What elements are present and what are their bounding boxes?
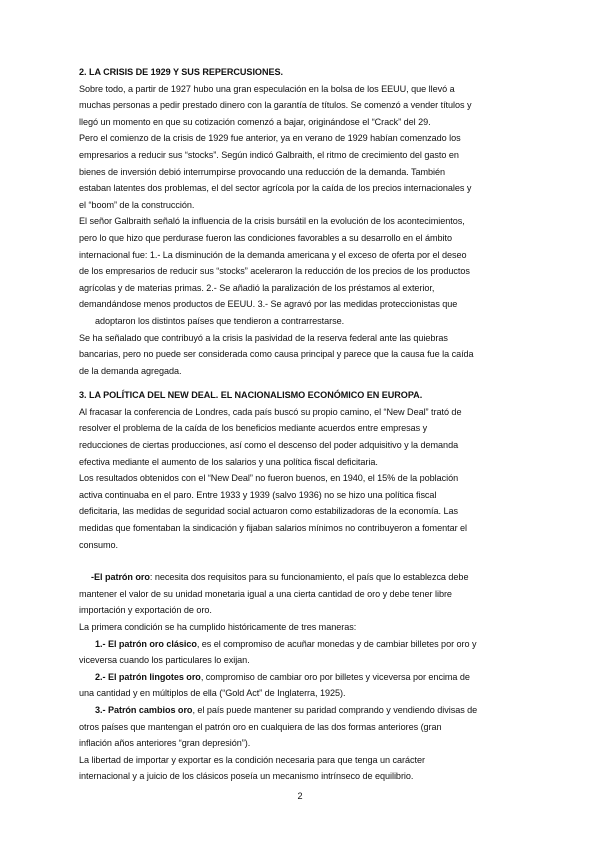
text-line: una cantidad y en múltiplos de ella (“Gold Act” de Inglaterra, 1925).: [79, 688, 346, 699]
text-line: resolver el problema de la caída de los beneficios mediante acuerdos entre empresas y: [79, 423, 428, 434]
text-line: consumo.: [79, 539, 119, 550]
text-line: el “boom” de la construcción.: [79, 199, 195, 210]
text-line: de la demanda agregada.: [79, 365, 182, 376]
text-line: pero lo que hizo que perdurase fueron las condiciones favorables a su desarrollo en el ámbito: [79, 232, 452, 243]
text-line: inflación años anteriores “gran depresión”).: [79, 738, 251, 749]
text-line: activa continuaba en el paro. Entre 1933 y 1939 (salvo 1936) no se hizo una política fiscal: [79, 489, 437, 500]
text-line: viceversa cuando los particulares lo exijan.: [79, 655, 250, 666]
page-number: 2: [297, 791, 303, 801]
section-3-heading: 3. LA POLÍTICA DEL NEW DEAL. EL NACIONALISMO ECONÓMICO EN EUROPA.: [79, 390, 423, 401]
text-line: medidas que fomentaban la sindicación y fijaban salarios mínimos no contribuyeron a fomentar el: [79, 523, 468, 534]
section-3-body: [79, 404, 524, 553]
gold-item-text: , compromiso de cambiar oro por billetes y viceversa por encima de: [200, 671, 470, 682]
text-line: mantener el valor de su unidad monetaria igual a una cierta cantidad de oro y debe tener libre: [79, 588, 452, 599]
text-line: efectiva mediante el aumento de los salarios y una política fiscal deficitaria.: [79, 456, 378, 467]
gold-item-term: 2.- El patrón lingotes oro: [95, 671, 201, 682]
section-2-heading: 2. LA CRISIS DE 1929 Y SUS REPERCUSIONES.: [79, 67, 283, 77]
section-2-body: [79, 81, 524, 380]
text-line: Pero el comienzo de la crisis de 1929 fue anterior, ya en verano de 1929 habían comenzado los: [79, 133, 461, 144]
gold-intro-text: : necesita dos requisitos para su funcionamiento, el país que lo establezca debe: [149, 572, 469, 583]
text-line: agrícolas y de materias primas. 2.- Se añadió la paralización de los préstamos al exterior,: [79, 282, 435, 293]
text-line: importación y exportación de oro.: [79, 605, 212, 616]
text-line: Los resultados obtenidos con el “New Deal” no fueron buenos, en 1940, el 15% de la población: [79, 473, 459, 484]
text-line: La primera condición se ha cumplido históricamente de tres maneras:: [79, 622, 357, 632]
gold-item-1: [79, 636, 524, 653]
text-line: La libertad de importar y exportar es la condición necesaria para que tenga un carácter: [79, 754, 425, 765]
text-line: Se ha señalado que contribuyó a la crisis la pasividad de la reserva federal ante las quiebras: [79, 332, 448, 343]
text-line: demandándose menos productos de EEUU. 3.- Se agravó por las medidas proteccionistas que: [79, 299, 458, 310]
gold-item-text: , es el compromiso de acuñar monedas y de cambiar billetes por oro y: [196, 638, 477, 649]
text-line: internacional fue: 1.- La disminución de la demanda americana y el exceso de oferta por el deseo: [79, 249, 467, 260]
gold-item-2: [79, 669, 524, 686]
text-line: Sobre todo, a partir de 1927 hubo una gran especulación en la bolsa de los EEUU, que llevó a: [79, 83, 455, 94]
gold-item-term: 1.- El patrón oro clásico: [95, 638, 197, 649]
text-line: empresarios a reducir sus “stocks”. Según indicó Galbraith, el ritmo de crecimiento del gasto en: [79, 149, 459, 160]
gold-item-text: , el país puede mantener su paridad comprando y vendiendo divisas de: [192, 704, 478, 715]
gold-intro-term: -El patrón oro: [91, 572, 150, 583]
text-line: El señor Galbraith señaló la influencia de la crisis bursátil en la evolución de los acontecimientos,: [79, 216, 465, 227]
text-line: deficitaria, las medidas de seguridad social actuaron como estabilizadoras de la economía. Las: [79, 506, 458, 517]
gold-standard-section: [79, 569, 524, 785]
page-content: [79, 64, 524, 785]
text-line: bienes de inversión debió interrumpirse provocando una reducción de la demanda. También: [79, 166, 446, 177]
gold-intro-line: [79, 569, 524, 586]
text-line: de los empresarios de reducir sus “stocks” aceleraron la reducción de los precios de los productos: [79, 266, 470, 277]
text-line: adoptaron los distintos países que tendieron a contrarrestarse.: [95, 315, 345, 326]
text-line: estaban latentes dos problemas, el del sector agrícola por la caída de los precios internacionales y: [79, 183, 472, 194]
text-line: internacional y a juicio de los clásicos poseía un mecanismo intrínseco de equilibrio.: [79, 771, 414, 782]
text-line: Al fracasar la conferencia de Londres, cada país buscó su propio camino, el “New Deal” trató de: [79, 406, 462, 417]
gold-item-3: [79, 702, 524, 719]
gold-item-term: 3.- Patrón cambios oro: [95, 704, 193, 715]
text-line: otros países que mantengan el patrón oro en cualquiera de las dos formas anteriores (gran: [79, 721, 442, 732]
text-line: muchas personas a pedir prestado dinero con la garantía de títulos. Se comenzó a vender títulos y: [79, 100, 472, 111]
text-line: reducciones de ciertas producciones, así como el descenso del poder adquisitivo y la demanda: [79, 440, 459, 451]
text-line: bancarias, pero no puede ser considerada como causa principal y parece que la causa fue la caída: [79, 349, 474, 360]
text-line: llegó un momento en que su cotización comenzó a bajar, originándose el “Crack” del 29.: [79, 116, 431, 127]
